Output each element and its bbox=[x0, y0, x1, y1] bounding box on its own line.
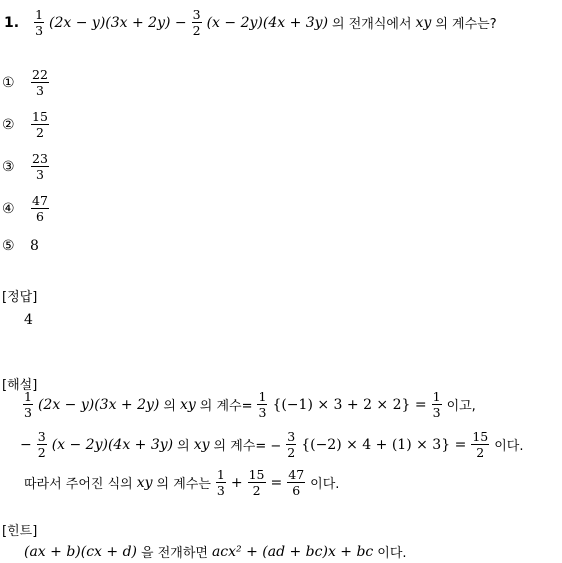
explanation-line-1 bbox=[22, 390, 476, 419]
answer-header: [정답] bbox=[2, 290, 38, 305]
answer-value: 4 bbox=[24, 312, 33, 328]
option-3[interactable] bbox=[2, 152, 50, 181]
option-mark: ③ bbox=[2, 158, 15, 175]
fraction: $\frac{47}{6}$ bbox=[288, 467, 305, 498]
text: 의 bbox=[163, 399, 176, 414]
option-4[interactable] bbox=[2, 194, 50, 223]
question-text-2: 의 계수는? bbox=[435, 17, 497, 32]
question-fraction-1: $\frac{1}{3}$ bbox=[35, 7, 44, 38]
calculation: {(−2) × 4 + (1) × 3} = bbox=[301, 436, 467, 453]
question-xy: xy bbox=[415, 14, 432, 31]
explanation-line-3 bbox=[24, 468, 339, 497]
fraction: $\frac{1}{3}$ bbox=[432, 389, 441, 420]
text: 의 bbox=[177, 439, 190, 454]
text: 이고, bbox=[446, 399, 476, 414]
plus-sign: + bbox=[230, 474, 243, 491]
explanation-line-2 bbox=[20, 430, 523, 459]
equals-sign: = bbox=[270, 474, 283, 491]
explanation-header: [해설] bbox=[2, 378, 38, 393]
xy: xy bbox=[193, 436, 210, 453]
option-value: 8 bbox=[30, 238, 39, 254]
option-1[interactable] bbox=[2, 68, 50, 97]
question-expression-1: (2x − y)(3x + 2y) − bbox=[49, 14, 187, 31]
fraction: $\frac{1}{3}$ bbox=[216, 467, 225, 498]
option-mark: ④ bbox=[2, 200, 15, 217]
question-number: 1. bbox=[4, 14, 20, 31]
fraction: $\frac{15}{2}$ bbox=[248, 467, 265, 498]
option-2[interactable] bbox=[2, 110, 50, 139]
fraction: $\frac{3}{2}$ bbox=[37, 429, 46, 460]
calculation: {(−1) × 3 + 2 × 2} = bbox=[272, 396, 427, 413]
expression: (2x − y)(3x + 2y) bbox=[37, 396, 160, 413]
expression: acx² + (ad + bc)x + bc bbox=[211, 543, 374, 560]
text: 따라서 주어진 식의 bbox=[24, 477, 133, 492]
text: 이다. bbox=[310, 477, 340, 492]
text: 의 계수= bbox=[199, 399, 253, 414]
question-line bbox=[4, 8, 497, 37]
text: 이다. bbox=[494, 439, 524, 454]
fraction: $\frac{3}{2}$ bbox=[287, 429, 296, 460]
option-5[interactable] bbox=[2, 238, 39, 254]
option-mark: ② bbox=[2, 116, 15, 133]
xy: xy bbox=[136, 474, 153, 491]
question-expression-2: (x − 2y)(4x + 3y) bbox=[206, 14, 329, 31]
option-fraction: $\frac{47}{6}$ bbox=[32, 193, 48, 224]
text: 의 계수= − bbox=[213, 439, 282, 454]
fraction: $\frac{1}{3}$ bbox=[258, 389, 267, 420]
option-fraction: $\frac{23}{3}$ bbox=[32, 151, 48, 182]
minus-sign: − bbox=[20, 436, 32, 453]
text: 을 전개하면 bbox=[141, 546, 208, 561]
hint-header: [힌트] bbox=[2, 524, 38, 539]
expression: (x − 2y)(4x + 3y) bbox=[51, 436, 174, 453]
option-fraction: $\frac{15}{2}$ bbox=[32, 109, 48, 140]
xy: xy bbox=[179, 396, 196, 413]
question-fraction-2: $\frac{3}{2}$ bbox=[192, 7, 201, 38]
expression: (ax + b)(cx + d) bbox=[24, 543, 138, 560]
fraction: $\frac{1}{3}$ bbox=[24, 389, 32, 420]
text: 이다. bbox=[377, 546, 407, 561]
option-mark: ⑤ bbox=[2, 238, 15, 254]
hint-line bbox=[24, 542, 407, 561]
question-text: 의 전개식에서 bbox=[332, 17, 412, 32]
fraction: $\frac{15}{2}$ bbox=[472, 429, 489, 460]
option-mark: ① bbox=[2, 74, 15, 91]
text: 의 계수는 bbox=[156, 477, 211, 492]
option-fraction: $\frac{22}{3}$ bbox=[32, 67, 48, 98]
